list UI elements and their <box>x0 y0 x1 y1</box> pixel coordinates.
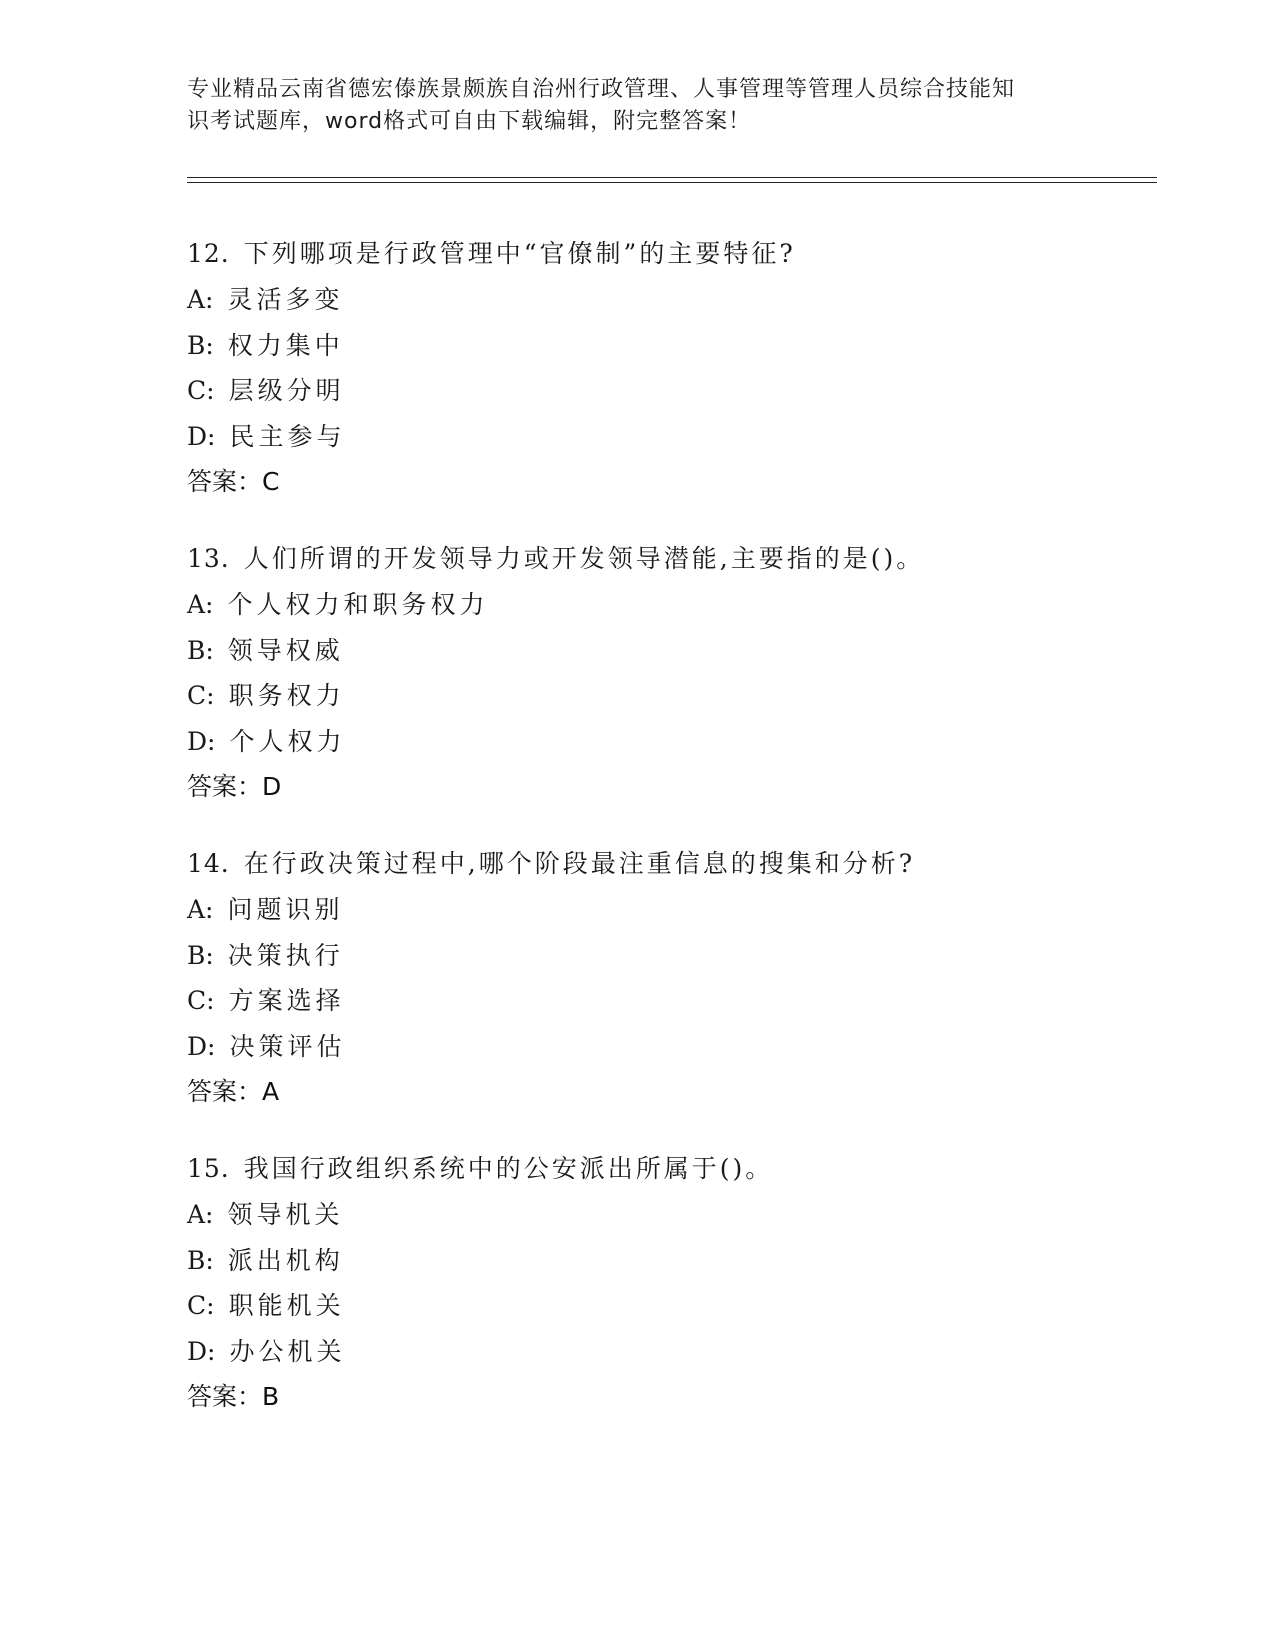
question-number: 15. <box>187 1154 230 1183</box>
option-c <box>187 368 1187 414</box>
option-text: 职能机关 <box>228 1291 345 1320</box>
option-letter: C: <box>187 681 215 710</box>
option-letter: C: <box>187 986 215 1015</box>
option-c <box>187 1283 1187 1329</box>
header-divider-top <box>187 177 1157 178</box>
option-letter: A: <box>187 285 214 314</box>
question-number: 13. <box>187 544 230 573</box>
option-letter: C: <box>187 1291 215 1320</box>
answer-line: 答案：B <box>187 1382 280 1411</box>
option-c <box>187 673 1187 719</box>
answer-line: 答案：D <box>187 772 282 801</box>
header-line-1: 专业精品云南省德宏傣族景颇族自治州行政管理、人事管理等管理人员综合技能知 <box>187 77 1016 102</box>
option-text: 派出机构 <box>227 1245 344 1275</box>
option-b <box>187 628 1187 674</box>
answer-line: 答案：C <box>187 467 280 496</box>
option-text: 民主参与 <box>229 421 346 451</box>
option-letter: B: <box>187 330 214 360</box>
question-stem <box>187 1146 1187 1192</box>
option-letter: B: <box>187 635 214 665</box>
option-b <box>187 933 1187 979</box>
option-d <box>187 719 1187 765</box>
option-c <box>187 978 1187 1024</box>
option-b <box>187 323 1187 369</box>
option-a <box>187 582 1187 628</box>
option-text: 权力集中 <box>227 330 344 360</box>
answer-line: 答案：A <box>187 1077 280 1106</box>
header-divider-bottom <box>187 182 1157 183</box>
question-text: 人们所谓的开发领导力或开发领导潜能,主要指的是()。 <box>243 544 925 573</box>
header-line-2: 识考试题库，word格式可自由下载编辑，附完整答案！ <box>187 109 752 134</box>
question-number: 14. <box>187 849 230 878</box>
option-text: 灵活多变 <box>227 285 344 314</box>
option-text: 个人权力 <box>229 726 346 756</box>
option-letter: D: <box>187 1031 216 1061</box>
question-block <box>187 841 1187 1115</box>
option-text: 职务权力 <box>228 681 345 710</box>
option-a <box>187 1192 1187 1238</box>
option-a <box>187 277 1187 323</box>
question-number: 12. <box>187 239 230 268</box>
question-text: 在行政决策过程中,哪个阶段最注重信息的搜集和分析? <box>243 849 916 878</box>
option-text: 问题识别 <box>227 895 344 924</box>
option-letter: A: <box>187 590 214 619</box>
question-block <box>187 231 1187 505</box>
option-letter: D: <box>187 1336 216 1366</box>
option-d <box>187 1329 1187 1375</box>
question-stem <box>187 536 1187 582</box>
option-b <box>187 1238 1187 1284</box>
option-letter: C: <box>187 376 215 405</box>
option-text: 决策执行 <box>227 940 344 970</box>
option-letter: B: <box>187 940 214 970</box>
option-text: 方案选择 <box>228 986 345 1015</box>
option-letter: A: <box>187 1200 214 1229</box>
question-text: 下列哪项是行政管理中“官僚制”的主要特征? <box>243 239 796 268</box>
question-text: 我国行政组织系统中的公安派出所属于()。 <box>243 1154 774 1183</box>
option-text: 层级分明 <box>228 376 345 405</box>
option-d <box>187 414 1187 460</box>
question-stem <box>187 841 1187 887</box>
option-text: 决策评估 <box>229 1031 346 1061</box>
question-block <box>187 536 1187 810</box>
option-text: 领导机关 <box>227 1200 344 1229</box>
option-letter: D: <box>187 726 216 756</box>
question-block <box>187 1146 1187 1420</box>
option-text: 办公机关 <box>229 1336 346 1366</box>
option-letter: B: <box>187 1245 214 1275</box>
question-stem <box>187 231 1187 277</box>
option-letter: A: <box>187 895 214 924</box>
option-a <box>187 887 1187 933</box>
option-letter: D: <box>187 421 216 451</box>
option-text: 个人权力和职务权力 <box>227 590 489 619</box>
option-d <box>187 1024 1187 1070</box>
option-text: 领导权威 <box>227 635 344 665</box>
document-header <box>187 74 1107 138</box>
